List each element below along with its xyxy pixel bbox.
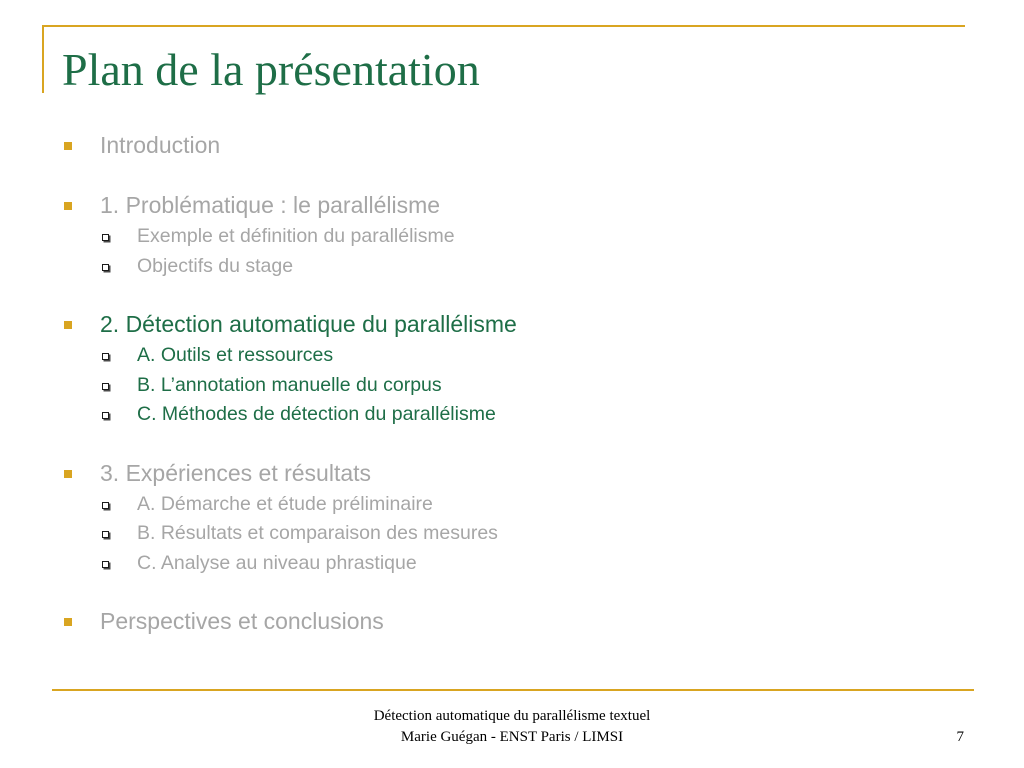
outline-section <box>62 128 962 162</box>
section-heading <box>62 456 962 490</box>
slide-title: Plan de la présentation <box>62 44 480 95</box>
section-heading <box>62 604 962 638</box>
subsection-item <box>62 549 962 579</box>
subsection-item <box>62 400 962 430</box>
section-label: Perspectives et conclusions <box>100 608 384 634</box>
subsection-label: Exemple et définition du parallélisme <box>137 225 455 247</box>
hollow-square-bullet-icon <box>102 264 109 271</box>
footer-author: Marie Guégan - ENST Paris / LIMSI <box>400 729 624 745</box>
section-label: 3. Expériences et résultats <box>100 459 372 486</box>
section-label: 2. Détection automatique du parallélisme <box>100 311 517 337</box>
square-bullet-icon <box>64 470 72 478</box>
subsection-label: A. Outils et ressources <box>137 344 334 366</box>
subsection-item <box>62 222 962 252</box>
square-bullet-icon <box>64 202 72 210</box>
left-frame-line <box>42 25 44 93</box>
subsection-list <box>62 222 962 281</box>
outline-section <box>62 604 962 638</box>
hollow-square-bullet-icon <box>102 502 109 509</box>
bottom-divider-line <box>52 689 974 691</box>
hollow-square-bullet-icon <box>102 561 109 568</box>
subsection-label: B. Résultats et comparaison des mesures <box>137 522 498 544</box>
subsection-item <box>62 371 962 401</box>
page-number: 7 <box>956 729 964 745</box>
subsection-label: A. Démarche et étude préliminaire <box>137 492 433 515</box>
subsection-label: Objectifs du stage <box>137 254 294 277</box>
subsection-label: C. Analyse au niveau phrastique <box>137 551 417 574</box>
hollow-square-bullet-icon <box>102 383 109 390</box>
square-bullet-icon <box>64 321 72 329</box>
subsection-item <box>62 519 962 549</box>
hollow-square-bullet-icon <box>102 353 109 360</box>
hollow-square-bullet-icon <box>102 234 109 241</box>
slide-footer <box>300 706 724 748</box>
subsection-item <box>62 490 962 520</box>
section-heading <box>62 188 962 222</box>
square-bullet-icon <box>64 142 72 150</box>
hollow-square-bullet-icon <box>102 412 109 419</box>
section-heading <box>62 307 962 341</box>
section-label: Introduction <box>100 132 221 158</box>
square-bullet-icon <box>64 618 72 626</box>
subsection-label: C. Méthodes de détection du parallélisme <box>137 403 496 425</box>
top-frame-line <box>42 25 965 27</box>
outline-section <box>62 456 962 579</box>
outline-section <box>62 188 962 281</box>
subsection-item <box>62 341 962 371</box>
section-label: 1. Problématique : le parallélisme <box>100 192 441 218</box>
subsection-label: B. L’annotation manuelle du corpus <box>137 373 442 396</box>
hollow-square-bullet-icon <box>102 531 109 538</box>
section-heading <box>62 128 962 162</box>
subsection-list <box>62 341 962 430</box>
presentation-outline <box>62 128 962 638</box>
subsection-item <box>62 252 962 282</box>
outline-section <box>62 307 962 430</box>
footer-title: Détection automatique du parallélisme textuel <box>373 708 651 724</box>
subsection-list <box>62 490 962 579</box>
